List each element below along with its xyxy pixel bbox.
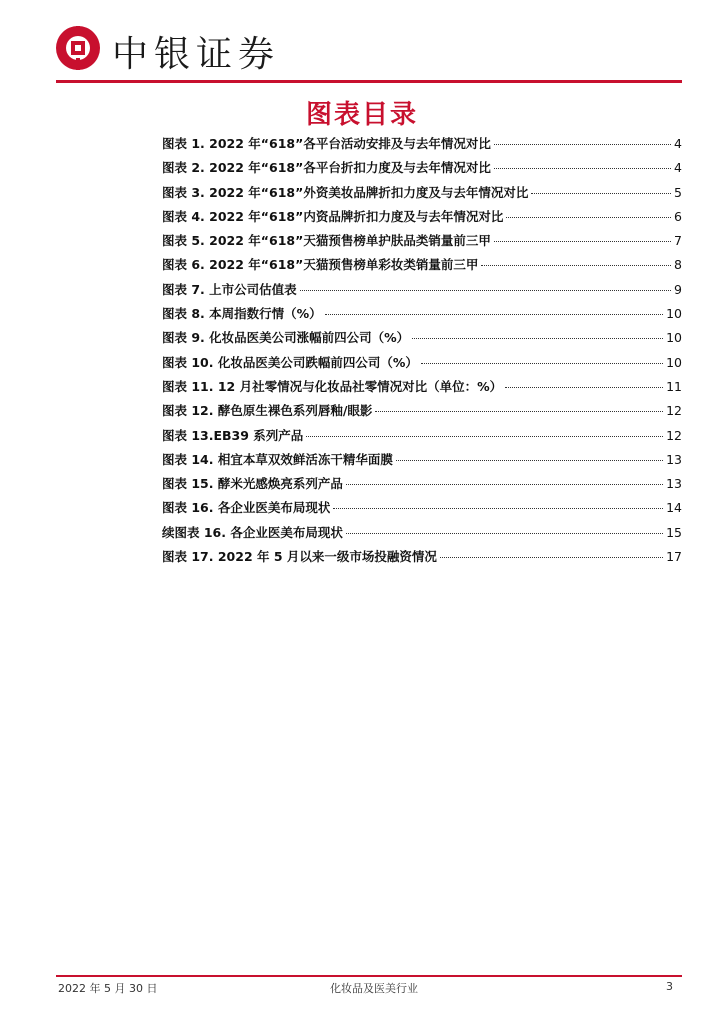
toc-entry-page: 7 xyxy=(674,233,682,249)
toc-entry[interactable] xyxy=(162,328,682,352)
toc-leader-dots xyxy=(494,167,671,169)
toc-entry-page: 5 xyxy=(674,184,682,200)
toc-entry-label: 图表 12. 酵色原生裸色系列唇釉/眼影 xyxy=(162,403,373,419)
toc-leader-dots xyxy=(440,556,663,558)
toc-entry[interactable] xyxy=(162,183,682,207)
toc-entry-label: 图表 11. 12 月社零情况与化妆品社零情况对比（单位：%） xyxy=(162,378,503,394)
toc-entry[interactable] xyxy=(162,207,682,231)
toc-entry[interactable] xyxy=(162,134,682,158)
toc-leader-dots xyxy=(325,313,663,315)
toc-entry-page: 10 xyxy=(666,354,682,370)
toc-entry-label: 图表 9. 化妆品医美公司涨幅前四公司（%） xyxy=(162,330,410,346)
toc-entry-page: 10 xyxy=(666,330,682,346)
toc-leader-dots xyxy=(481,264,671,266)
footer-industry: 化妆品及医美行业 xyxy=(330,982,418,995)
footer-page-number: 3 xyxy=(666,980,673,993)
toc-entry-page: 11 xyxy=(666,378,682,394)
toc-leader-dots xyxy=(346,532,663,534)
toc-leader-dots xyxy=(346,483,663,485)
page-header xyxy=(0,0,724,84)
toc-entry[interactable] xyxy=(162,401,682,425)
toc-entry[interactable] xyxy=(162,426,682,450)
footer-date: 2022 年 5 月 30 日 xyxy=(58,982,158,995)
footer-divider xyxy=(56,975,682,977)
toc-entry-label: 图表 15. 酵米光感焕亮系列产品 xyxy=(162,476,343,492)
toc-entry-page: 13 xyxy=(666,476,682,492)
toc-entry[interactable] xyxy=(162,523,682,547)
toc-leader-dots xyxy=(306,435,663,437)
toc-entry-label: 图表 1. 2022 年“618”各平台活动安排及与去年情况对比 xyxy=(162,136,491,151)
bank-logo-icon xyxy=(56,26,100,70)
toc-entry-page: 4 xyxy=(674,160,682,176)
toc-entry-label: 图表 4. 2022 年“618”内资品牌折扣力度及与去年情况对比 xyxy=(162,208,504,224)
toc-entry[interactable] xyxy=(162,255,682,279)
toc-entry-page: 13 xyxy=(666,451,682,467)
toc-leader-dots xyxy=(506,216,671,218)
toc-entry-page: 6 xyxy=(674,208,682,224)
toc-list xyxy=(162,134,682,571)
toc-entry-label: 图表 8. 本周指数行情（%） xyxy=(162,306,322,322)
toc-entry-label: 图表 16. 各企业医美布局现状 xyxy=(162,500,331,516)
toc-entry-label: 图表 10. 化妆品医美公司跌幅前四公司（%） xyxy=(162,354,418,370)
toc-entry-page: 17 xyxy=(666,549,682,565)
toc-leader-dots xyxy=(531,192,671,194)
toc-entry[interactable] xyxy=(162,498,682,522)
toc-leader-dots xyxy=(412,337,663,339)
toc-entry-page: 8 xyxy=(674,257,682,273)
toc-entry[interactable] xyxy=(162,377,682,401)
toc-leader-dots xyxy=(396,459,663,461)
toc-leader-dots xyxy=(494,143,671,145)
toc-entry[interactable] xyxy=(162,353,682,377)
toc-entry-page: 4 xyxy=(674,136,682,151)
toc-entry[interactable] xyxy=(162,547,682,571)
toc-entry-page: 10 xyxy=(666,306,682,322)
toc-leader-dots xyxy=(375,410,663,412)
toc-entry-page: 12 xyxy=(666,403,682,419)
header-divider xyxy=(56,80,682,83)
toc-entry[interactable] xyxy=(162,450,682,474)
toc-entry-label: 图表 2. 2022 年“618”各平台折扣力度及与去年情况对比 xyxy=(162,160,491,176)
toc-entry[interactable] xyxy=(162,474,682,498)
toc-entry-label: 图表 5. 2022 年“618”天猫预售榜单护肤品类销量前三甲 xyxy=(162,233,491,249)
toc-title: 图表目录 xyxy=(305,100,418,130)
toc-entry-page: 14 xyxy=(666,500,682,516)
toc-leader-dots xyxy=(421,362,663,364)
toc-entry-label: 图表 13.EB39 系列产品 xyxy=(162,427,304,443)
toc-leader-dots xyxy=(333,507,663,509)
toc-entry-label: 续图表 16. 各企业医美布局现状 xyxy=(162,524,343,540)
toc-leader-dots xyxy=(300,289,671,291)
toc-entry[interactable] xyxy=(162,231,682,255)
toc-entry-label: 图表 14. 相宜本草双效鲜活冻干精华面膜 xyxy=(162,451,393,467)
toc-entry[interactable] xyxy=(162,280,682,304)
toc-entry-label: 图表 3. 2022 年“618”外资美妆品牌折扣力度及与去年情况对比 xyxy=(162,184,529,200)
toc-entry-label: 图表 17. 2022 年 5 月以来一级市场投融资情况 xyxy=(162,549,437,565)
toc-entry-label: 图表 7. 上市公司估值表 xyxy=(162,281,297,297)
toc-entry-page: 12 xyxy=(666,427,682,443)
toc-entry[interactable] xyxy=(162,304,682,328)
toc-leader-dots xyxy=(494,240,671,242)
toc-entry-page: 9 xyxy=(674,281,682,297)
toc-entry[interactable] xyxy=(162,158,682,182)
toc-leader-dots xyxy=(505,386,663,388)
company-name: 中银证券 xyxy=(112,34,281,75)
toc-entry-page: 15 xyxy=(666,524,682,540)
toc-entry-label: 图表 6. 2022 年“618”天猫预售榜单彩妆类销量前三甲 xyxy=(162,257,479,273)
